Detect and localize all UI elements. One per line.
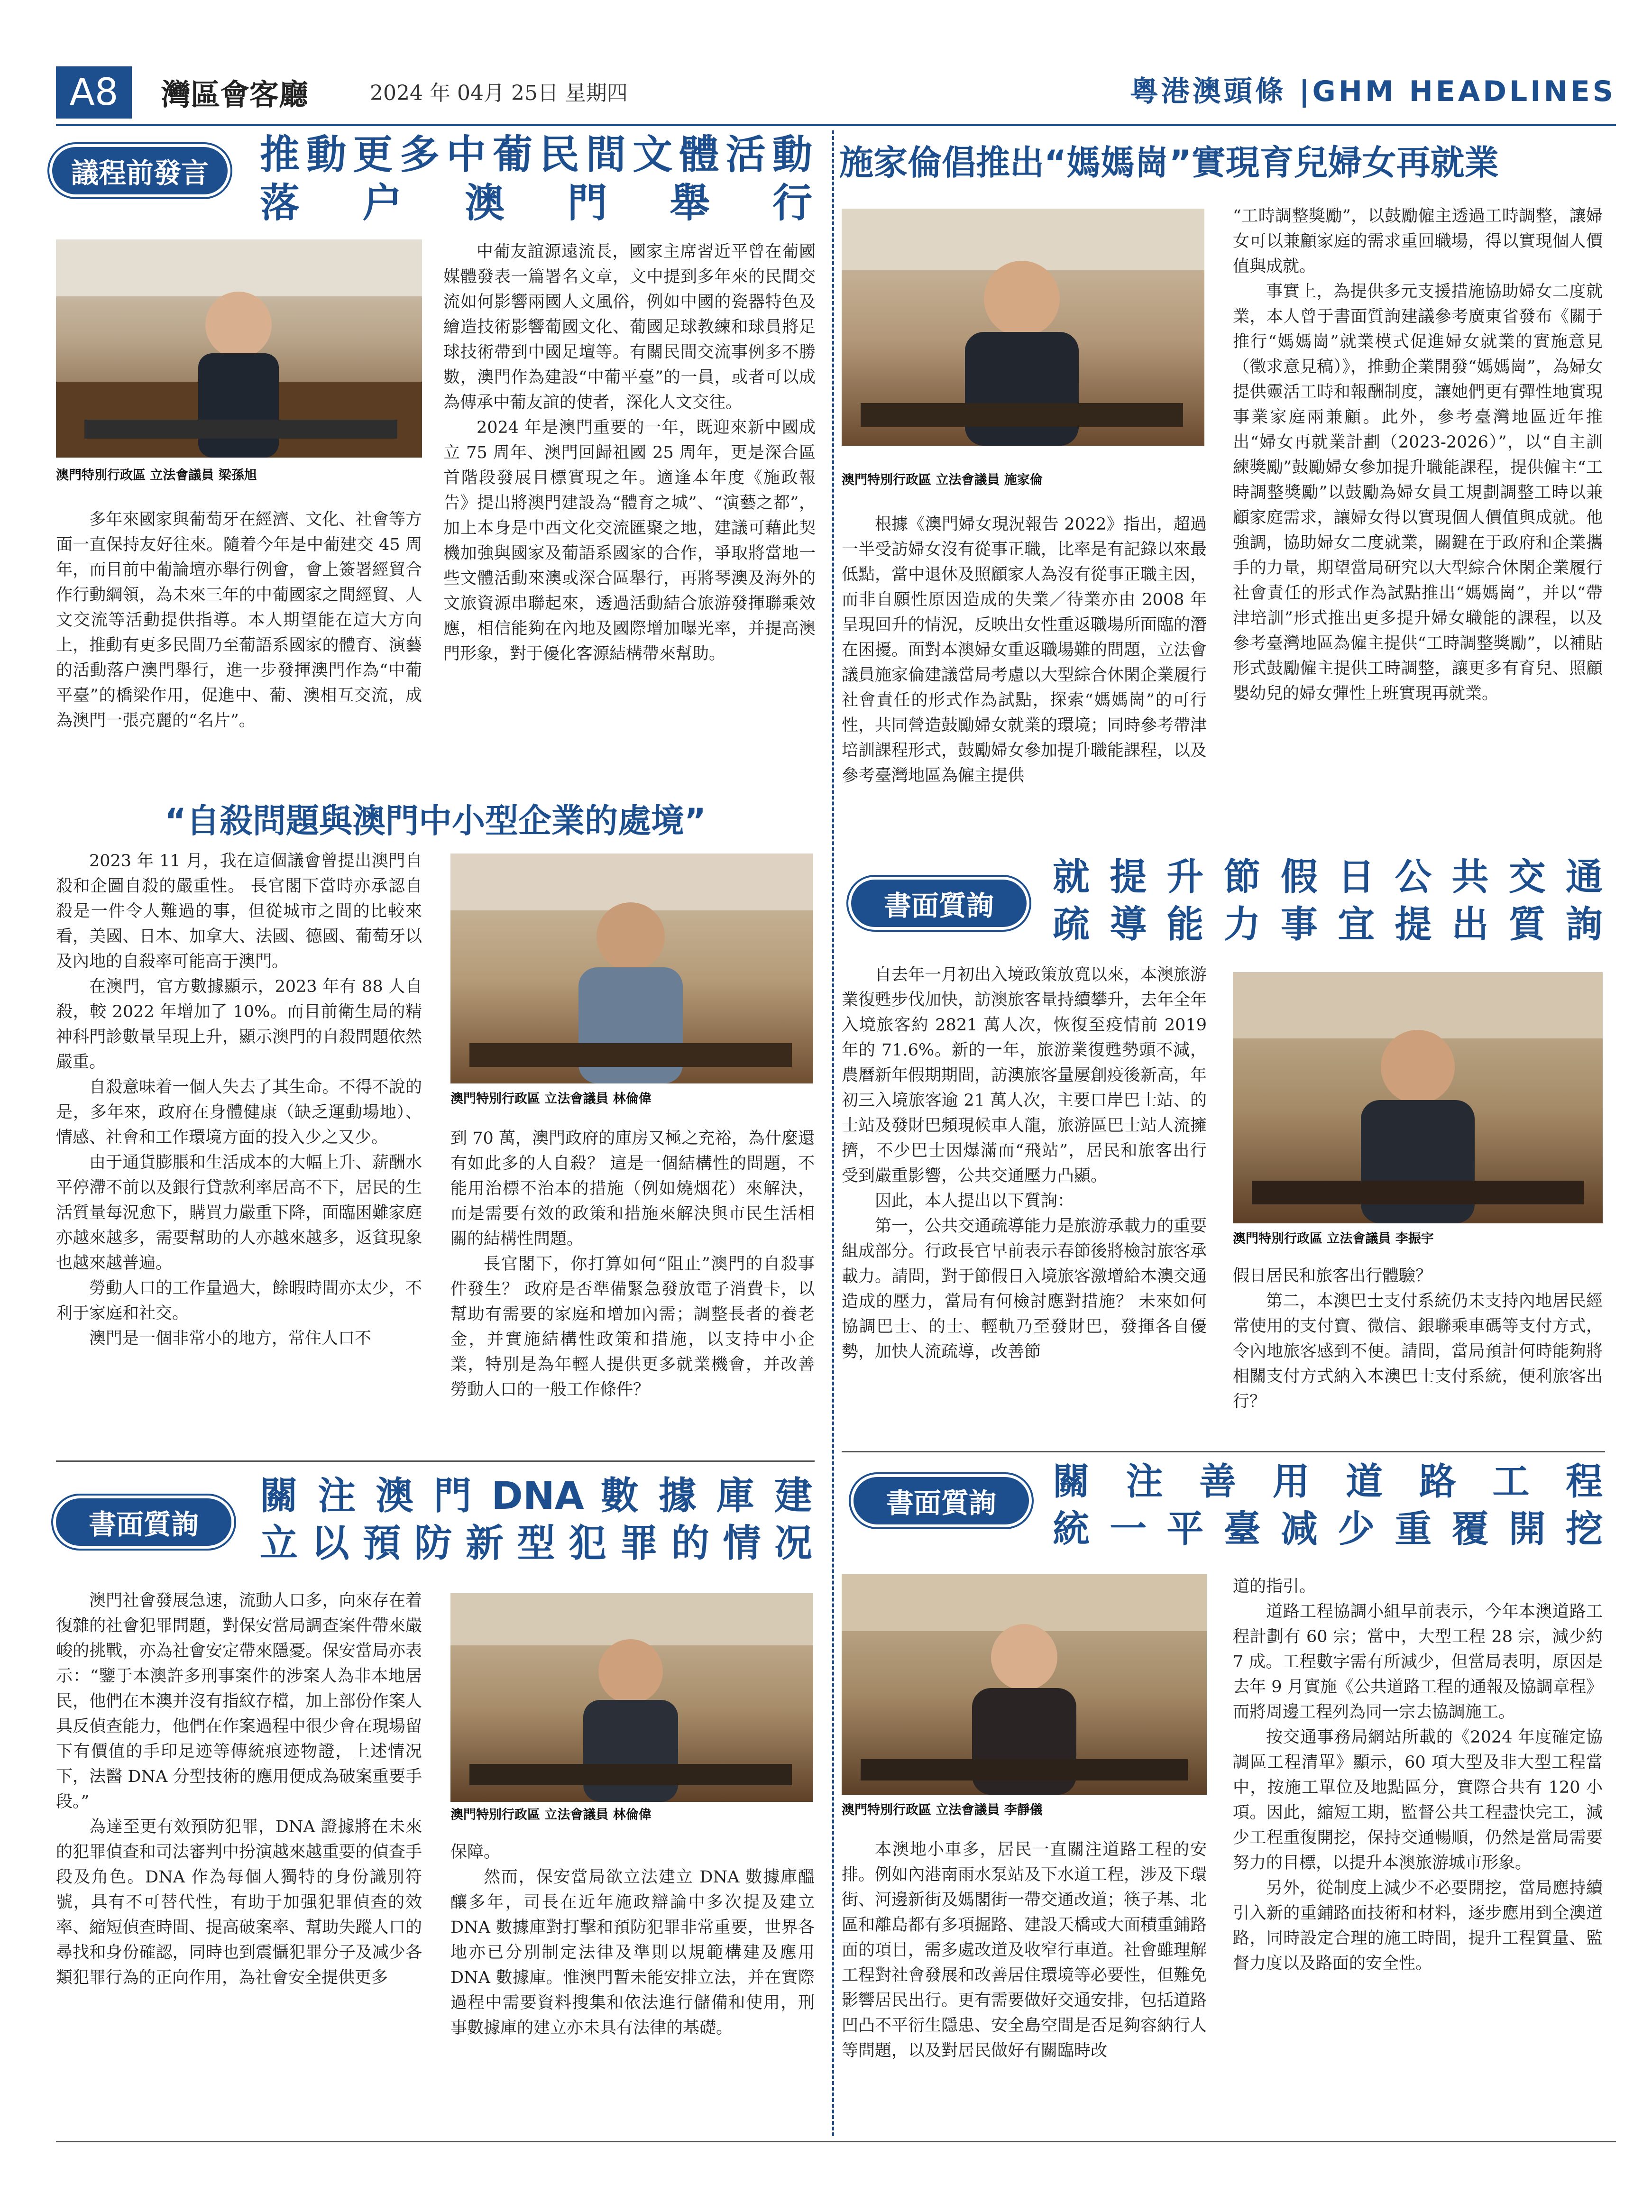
speaker-photo xyxy=(450,1593,813,1802)
article-body-col1 xyxy=(842,512,1207,789)
article-tag: 議程前發言 xyxy=(52,147,228,194)
issue-date: 2024 年 04月 25日 星期四 xyxy=(370,81,628,105)
photo-caption: 澳門特別行政區 立法會議員 林倫偉 xyxy=(450,1092,652,1106)
speaker-photo xyxy=(56,239,422,458)
speaker-photo xyxy=(1233,972,1603,1223)
speaker-portrait xyxy=(56,239,422,458)
section-title: 粵港澳頭條 |GHM HEADLINES xyxy=(1129,75,1616,108)
article-tag: 書面質詢 xyxy=(56,1498,231,1546)
paragraph: 自去年一月初出入境政策放寬以來，本澳旅游業復甦步伐加快，訪澳旅客量持續攀升，去年全年入境旅客約 2821 萬人次，恢復至疫情前 2019 年的 71.6%。新的一年，旅游業復甦勢頭不減，農曆新年假期期間，訪澳旅客量屢創疫後新高，年初三入境旅客逾 21 萬人次，主要口岸巴士站、的士站及發財巴頻現候車人龍，旅游區巴士站人流擁擠，不少巴士因爆滿而“飛站”，居民和旅客出行受到嚴重影響，公共交通壓力凸顯。 xyxy=(842,965,1207,1185)
section-rule xyxy=(842,1451,1605,1452)
article-headline xyxy=(260,1472,812,1567)
paragraph: 根據《澳門婦女現況報告 2022》指出，超過一半受訪婦女沒有從事正職，比率是有記錄以來最低點，當中退休及照顧家人為沒有從事正職主因，而非自願性原因造成的失業／待業亦由 2008 年呈現回升的情況，反映出女性重返職場所面臨的潛在困擾。面對本澳婦女重返職場難的問題，立法會議員施家倫建議當局考慮以大型綜合休閑企業履行社會責任的形式作為試點，探索“媽媽崗”的可行性，共同營造鼓勵婦女就業的環境；同時參考帶津培訓課程形式，鼓勵婦女參加提升職能課程，以及參考臺灣地區為僱主提供 xyxy=(842,515,1207,785)
photo-caption: 澳門特別行政區 立法會議員 施家倫 xyxy=(842,473,1043,487)
paragraph: 保障。 xyxy=(450,1843,501,1862)
publication-name: 灣區會客廳 xyxy=(161,77,309,112)
speaker-portrait xyxy=(842,1574,1207,1795)
article-body-col1 xyxy=(56,1588,422,1991)
article-headline xyxy=(1053,1458,1603,1553)
headline-line: 統 一 平 臺 减 少 重 覆 開 挖 xyxy=(1053,1508,1603,1551)
article-body-col2 xyxy=(1233,1574,1603,1976)
photo-caption: 澳門特別行政區 立法會議員 李靜儀 xyxy=(842,1803,1043,1817)
headline-line: 關 注 澳 門 DNA 數 據 庫 建 xyxy=(260,1474,812,1518)
headline-line: 關 注 善 用 道 路 工 程 xyxy=(1053,1460,1603,1503)
paragraph: 第一，公共交通疏導能力是旅游承載力的重要組成部分。行政長官早前表示春節後將檢討旅客承載力。請問，對于節假日入境旅客激增給本澳交通造成的壓力，當局有何檢討應對措施？ 未來如何協調巴士、的士、輕軌乃至發財巴，發揮各自優勢，加快人流疏導，改善節 xyxy=(842,1217,1207,1361)
article-body-col2 xyxy=(1233,1264,1603,1414)
headline-line: 疏 導 能 力 事 宜 提 出 質 詢 xyxy=(1053,903,1603,946)
article-body-col1 xyxy=(56,849,422,1351)
article-headline xyxy=(260,130,812,227)
speaker-photo xyxy=(842,209,1204,446)
paragraph: 第二，本澳巴士支付系統仍未支持內地居民經常使用的支付寶、微信、銀聯乘車碼等支付方式，令內地旅客感到不便。請問，當局預計何時能夠將相關支付方式納入本澳巴士支付系統，便利旅客出行？ xyxy=(1233,1292,1603,1411)
paragraph: 按交通事務局網站所載的《2024 年度確定協調區工程清單》顯示，60 項大型及非大型工程當中，按施工單位及地點區分，實際合共有 120 小項。因此，縮短工期，監督公共工程盡快完工，減少工程重復開挖，保持交通暢順，仍然是當局需要努力的目標，以提升本澳旅游城市形象。 xyxy=(1233,1728,1603,1872)
photo-caption: 澳門特別行政區 立法會議員 李振宇 xyxy=(1233,1231,1434,1246)
paragraph: 勞動人口的工作量過大，餘暇時間亦太少，不利于家庭和社交。 xyxy=(56,1279,422,1323)
photo-caption: 澳門特別行政區 立法會議員 梁孫旭 xyxy=(56,468,257,483)
paragraph: 事實上，為提供多元支援措施協助婦女二度就業，本人曾于書面質詢建議參考廣東省發布《關于推行“媽媽崗”就業模式促進婦女就業的實施意見（徵求意見稿）》，推動企業開發“媽媽崗”，為婦女提供靈活工時和報酬制度，讓她們更有彈性地實現事業家庭兩兼顧。此外，參考臺灣地區近年推出“婦女再就業計劃（2023-2026）”，以“自主訓練獎勵”鼓勵婦女參加提升職能課程，提供僱主“工時調整獎勵”以鼓勵為婦女員工規劃調整工時以兼顧家庭需求，讓婦女得以實現個人價值與成就。他強調，協助婦女二度就業，關鍵在于政府和企業攜手的力量，期望當局研究以大型綜合休閑企業履行社會責任的形式作為試點推出“媽媽崗”，并以“帶津培訓”形式推出更多提升婦女職能的課程，以及參考臺灣地區為僱主提供“工時調整獎勵”，以補貼形式鼓勵僱主提供工時調整，讓更多有育兒、照顧嬰幼兒的婦女彈性上班實現再就業。 xyxy=(1233,282,1603,703)
article-body-col2 xyxy=(443,239,816,667)
article-body-col1 xyxy=(842,1837,1207,2064)
article-headline: 施家倫倡推出“媽媽崗”實現育兒婦女再就業 xyxy=(839,143,1499,183)
paragraph: 由于通貨膨脹和生活成本的大幅上升、薪酬水平停滯不前以及銀行貸款利率居高不下，居民的生活質量每況愈下，購買力嚴重下降，面臨困難家庭亦越來越多，需要幫助的人亦越來越多，返貧現象也越來越普遍。 xyxy=(56,1153,422,1273)
paragraph: 2024 年是澳門重要的一年，既迎來新中國成立 75 周年、澳門回歸祖國 25 周年，更是深合區首階段發展目標實現之年。適逢本年度《施政報告》提出將澳門建設為“體育之城”、“演藝之都”，加上本身是中西文化交流匯聚之地，建議可藉此契機加強與國家及葡語系國家的合作，爭取將當地一些文體活動來澳或深合區舉行，再將琴澳及海外的文旅資源串聯起來，透過活動結合旅游發揮聯乘效應，相信能夠在內地及國際增加曝光率，并提高澳門形象，對于優化客源結構帶來幫助。 xyxy=(443,418,816,663)
paragraph: 澳門是一個非常小的地方，常住人口不 xyxy=(89,1329,372,1348)
paragraph: 另外，從制度上減少不必要開挖，當局應持續引入新的重鋪路面技術和材料，逐步應用到全澳道路，同時設定合理的施工時間，提升工程質量、監督力度以及路面的安全性。 xyxy=(1233,1879,1603,1973)
article-body-col2 xyxy=(1233,204,1603,707)
paragraph: 本澳地小車多，居民一直關注道路工程的安排。例如內港南雨水泵站及下水道工程，涉及下環街、河邊新街及媽閣街一帶交通改道；筷子基、北區和離島都有多項掘路、建設天橋或大面積重鋪路面的項目，需多處改道及收窄行車道。社會雖理解工程對社會發展和改善居住環境等必要性，但難免影響居民出行。更有需要做好交通安排，包括道路凹凸不平衍生隱患、安全島空間是否足夠容納行人等問題，以及對居民做好有關臨時改 xyxy=(842,1840,1207,2060)
headline-line: 推動更多中葡民間文體活動 xyxy=(260,131,812,178)
paragraph: 到 70 萬，澳門政府的庫房又極之充裕，為什麼還有如此多的人自殺？ 這是一個結構性的問題，不能用治標不治本的措施（例如燒烟花）來解決，而是需要有效的政策和措施來解決與市民生活相關的結構性問題。 xyxy=(450,1129,815,1248)
paragraph: 澳門社會發展急速，流動人口多，向來存在着復雜的社會犯罪問題，對保安當局調查案件帶來嚴峻的挑戰，亦為社會安定帶來隱憂。保安當局亦表示：“鑒于本澳許多刑事案件的涉案人為非本地居民，他們在本澳并沒有指紋存檔，加上部份作案人具反偵查能力，他們在作案過程中很少會在現場留下有價值的手印足迹等傳統痕迹物證，上述情况下，法醫 DNA 分型技術的應用便成為破案重要手段。” xyxy=(56,1591,422,1811)
paragraph: 然而，保安當局欲立法建立 DNA 數據庫醞釀多年，司長在近年施政辯論中多次提及建立 DNA 數據庫對打擊和預防犯罪非常重要，世界各地亦已分別制定法律及準則以規範構建及應用 DNA 數據庫。惟澳門暫未能安排立法，并在實際過程中需要資料搜集和依法進行儲備和使用，刑事數據庫的建立亦未具有法律的基礎。 xyxy=(450,1868,815,2038)
photo-caption: 澳門特別行政區 立法會議員 林倫偉 xyxy=(450,1808,652,1822)
paragraph: 2023 年 11 月，我在這個議會曾提出澳門自殺和企圖自殺的嚴重性。 長官閣下當時亦承認自殺是一件令人難過的事，但從城市之間的比較來看，美國、日本、加拿大、法國、德國、葡萄牙以及內地的自殺率可能高于澳門。 xyxy=(56,852,422,971)
paragraph: 為達至更有效預防犯罪，DNA 證據將在未來的犯罪偵查和司法審判中扮演越來越重要的偵查手段及角色。DNA 作為每個人獨特的身份識別符號，具有不可替代性，有助于加强犯罪偵查的效率、縮短偵查時間、提高破案率、幫助失蹤人口的尋找和身份確認，同時也到震懾犯罪分子及减少各類犯罪行為的正向作用，為社會安全提供更多 xyxy=(56,1817,422,1987)
paragraph: 道路工程協調小組早前表示，今年本澳道路工程計劃有 60 宗；當中，大型工程 28 宗，減少約 7 成。工程數字需有所減少，但當局表明，原因是去年 9 月實施《公共道路工程的通報及協調章程》而將周邊工程列為同一宗去協調施工。 xyxy=(1233,1602,1603,1722)
section-rule xyxy=(56,1460,815,1462)
speaker-portrait xyxy=(450,1593,813,1802)
article-headline xyxy=(1053,854,1603,948)
speaker-photo xyxy=(842,1574,1207,1795)
headline-line: 落 户 澳 門 舉 行 xyxy=(260,180,812,226)
paragraph: 因此，本人提出以下質詢： xyxy=(875,1192,1074,1211)
article-body-col1 xyxy=(842,963,1207,1365)
article-tag: 書面質詢 xyxy=(851,880,1027,927)
headline-line: 就 提 升 節 假 日 公 共 交 通 xyxy=(1053,856,1603,899)
paragraph: 假日居民和旅客出行體驗？ xyxy=(1233,1267,1432,1285)
paragraph: 長官閣下，你打算如何“阻止”澳門的自殺事件發生？ 政府是否準備緊急發放電子消費卡，以幫助有需要的家庭和增加內需；調整長者的養老金，并實施結構性政策和措施，以支持中小企業，特別是為年輕人提供更多就業機會，并改善勞動人口的一般工作條件？ xyxy=(450,1255,815,1399)
column-divider xyxy=(832,130,834,2136)
article-tag: 書面質詢 xyxy=(854,1477,1029,1524)
header-rule xyxy=(56,124,1616,126)
page-number: A8 xyxy=(56,66,132,119)
paragraph: 中葡友誼源遠流長，國家主席習近平曾在葡國媒體發表一篇署名文章，文中提到多年來的民間交流如何影響兩國人文風俗，例如中國的瓷器特色及繪造技術影響葡國文化、葡國足球教練和球員將足球技術帶到中國足壇等。有關民間交流事例多不勝數，澳門作為建設“中葡平臺”的一員，或者可以成為傳承中葡友誼的使者，深化人文交往。 xyxy=(443,242,816,412)
paragraph: 自殺意味着一個人失去了其生命。不得不說的是，多年來，政府在身體健康（缺乏運動場地）、情感、社會和工作環境方面的投入少之又少。 xyxy=(56,1078,422,1147)
headline-line: 立 以 預 防 新 型 犯 罪 的 情 况 xyxy=(260,1521,812,1565)
article-headline: “自殺問題與澳門中小型企業的處境” xyxy=(164,801,706,840)
article-body-col1 xyxy=(56,507,422,734)
article-body-col2 xyxy=(450,1126,815,1403)
speaker-portrait xyxy=(1233,972,1603,1223)
paragraph: 在澳門，官方數據顯示，2023 年有 88 人自殺，較 2022 年增加了 10%。而目前衛生局的精神科門診數量呈現上升，顯示澳門的自殺問題依然嚴重。 xyxy=(56,977,422,1072)
paragraph: 多年來國家與葡萄牙在經濟、文化、社會等方面一直保持友好往來。隨着今年是中葡建交 45 周年，而目前中葡論壇亦舉行例會，會上簽署經貿合作行動綱領，為未來三年的中葡國家之間經貿、人文交流等活動提供指導。本人期望能在這大方向上，推動有更多民間乃至葡語系國家的體育、演藝的活動落户澳門舉行，進一步發揮澳門作為“中葡平臺”的橋梁作用，促進中、葡、澳相互交流，成為澳門一張亮麗的“名片”。 xyxy=(56,510,422,730)
footer-rule xyxy=(56,2141,1616,2142)
speaker-portrait xyxy=(450,854,813,1083)
article-body-col2 xyxy=(450,1840,815,2041)
paragraph: “工時調整獎勵”，以鼓勵僱主透過工時調整，讓婦女可以兼顧家庭的需求重回職場，得以實現個人價值與成就。 xyxy=(1233,207,1603,276)
speaker-portrait xyxy=(842,209,1204,446)
paragraph: 道的指引。 xyxy=(1233,1577,1316,1596)
speaker-photo xyxy=(450,854,813,1083)
